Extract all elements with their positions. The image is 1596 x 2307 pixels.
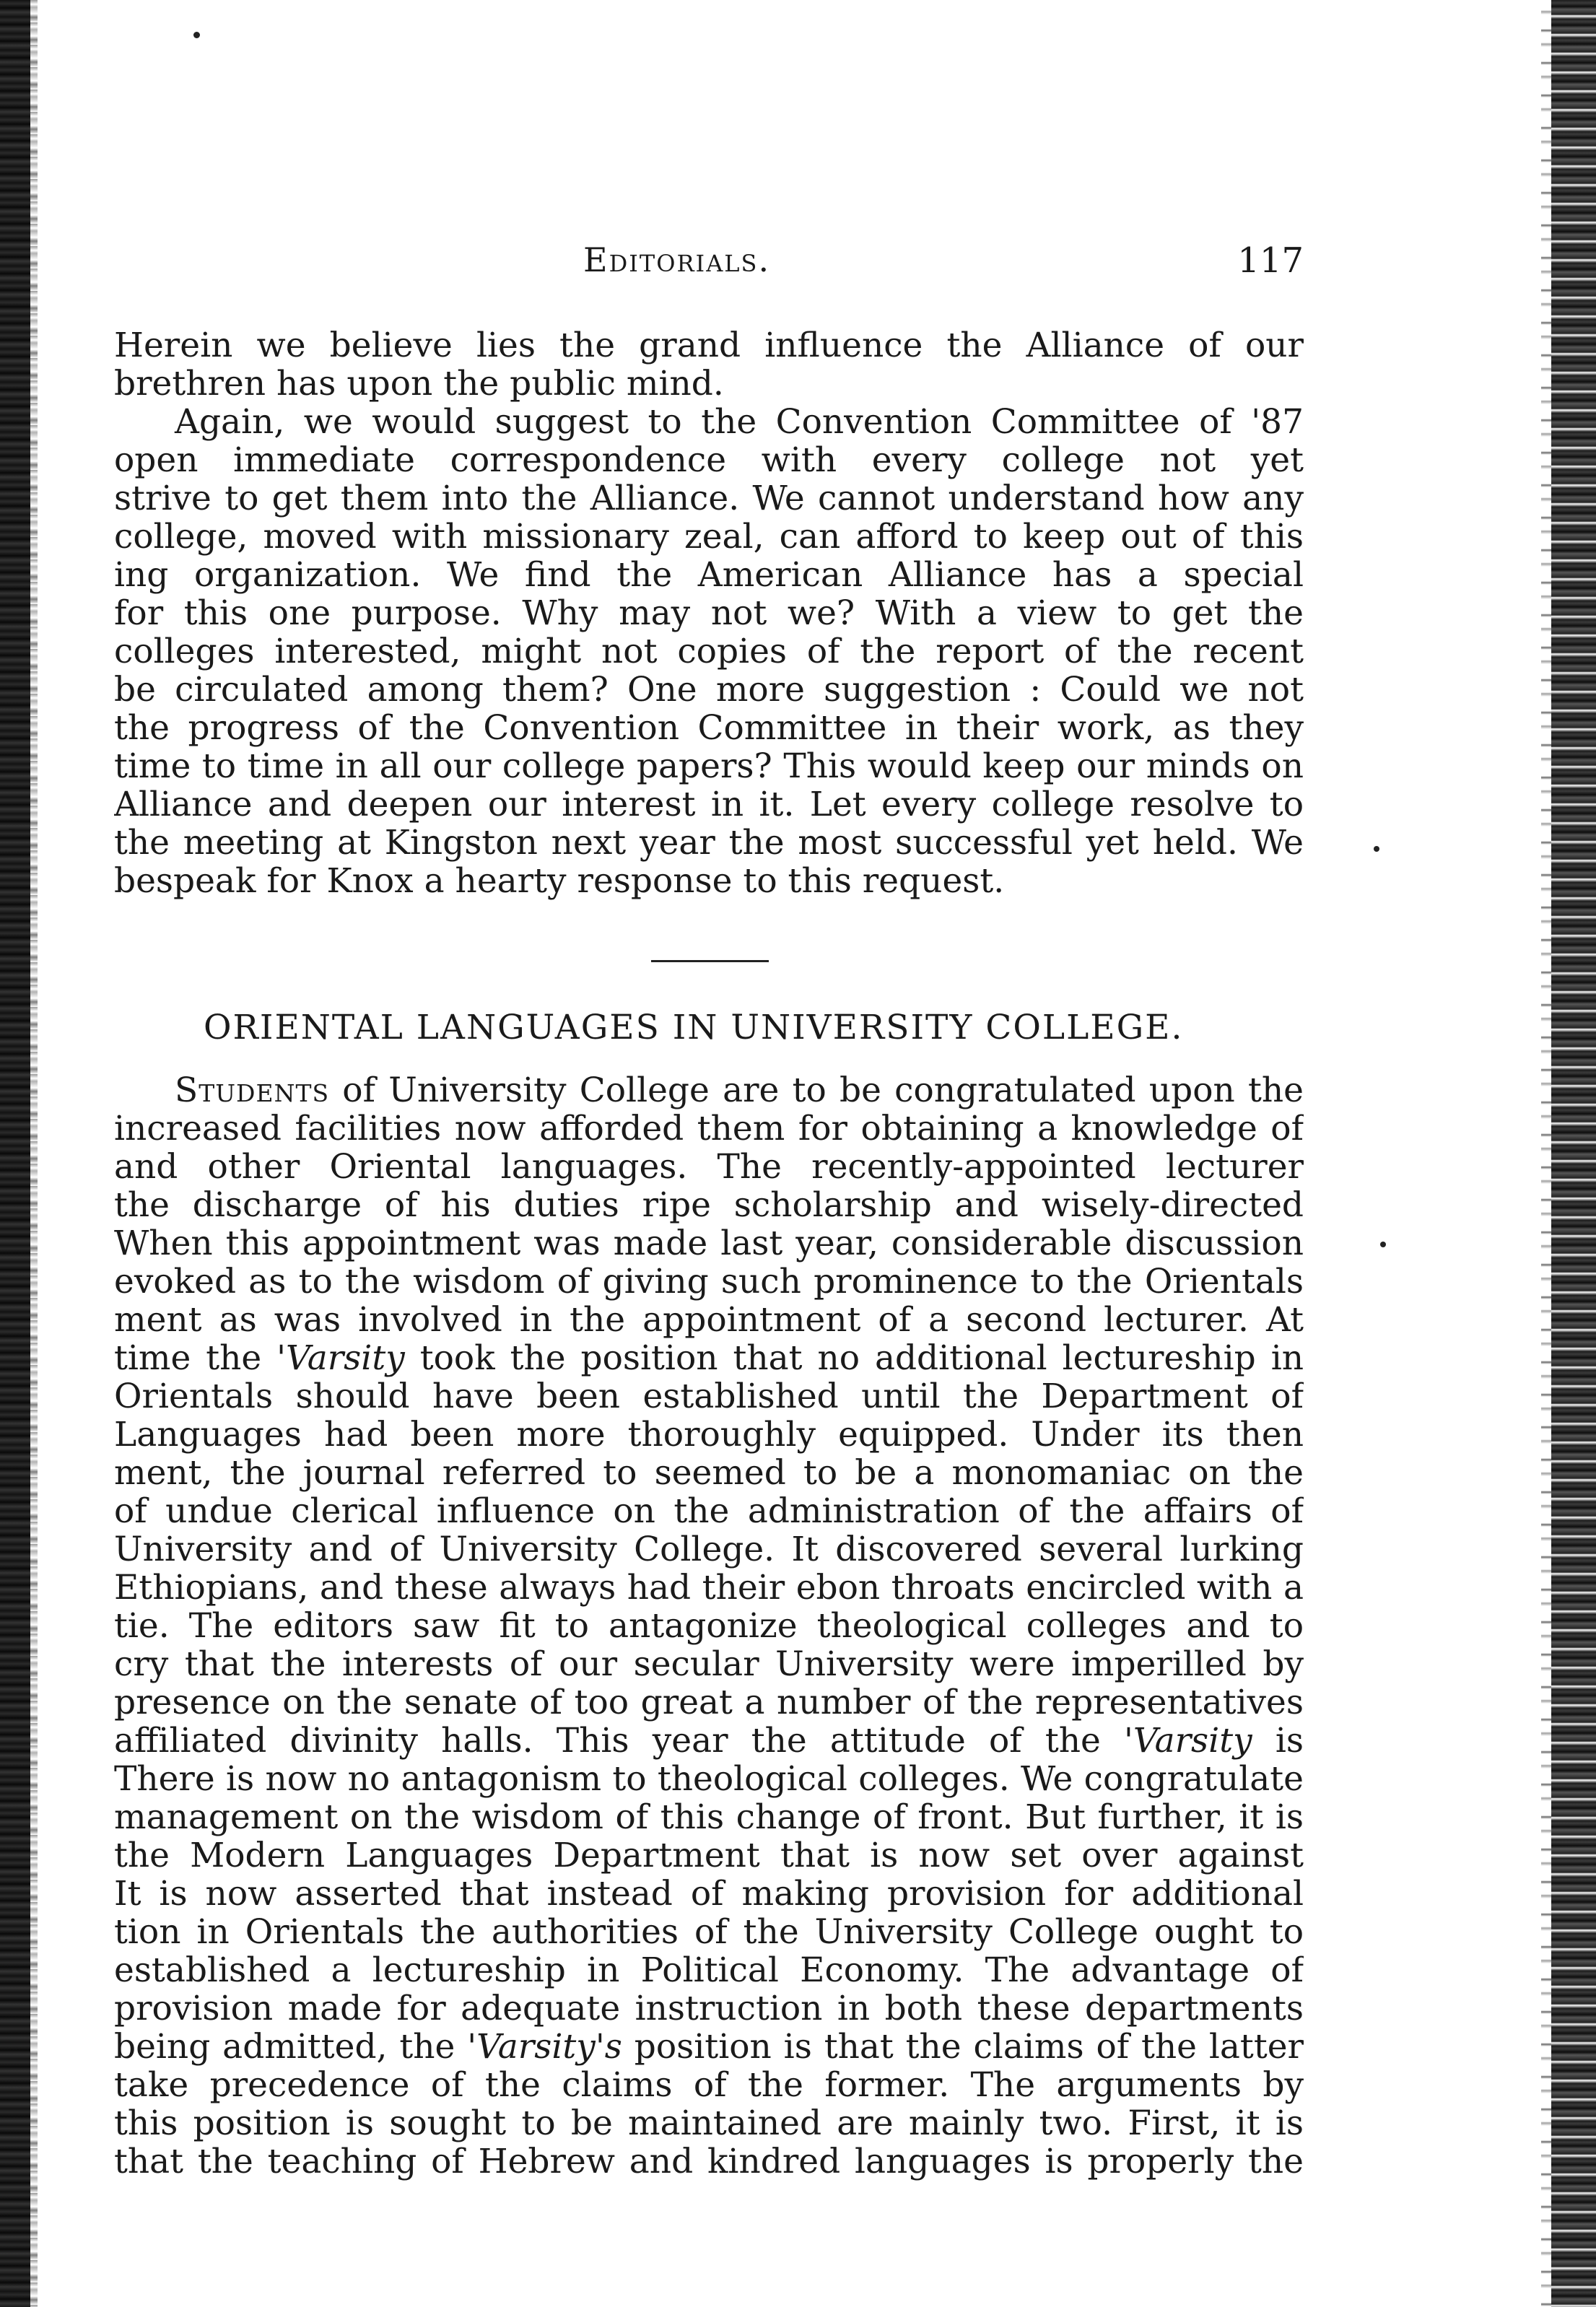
text-line-content: of University College are to be congratulated upon the [329, 1071, 1304, 1109]
text-line: for this one purpose. Why may not we? With a view to get the [114, 594, 1304, 632]
text-line [114, 1071, 1304, 1109]
text-line [114, 403, 1304, 441]
text-line: Alliance and deepen our interest in it. Let every college resolve to [114, 785, 1304, 824]
text-line: be circulated among them? One more suggestion : Could we not [114, 671, 1304, 709]
text-line: ment, the journal referred to seemed to be a monomaniac on the [114, 1454, 1304, 1492]
text-line: affiliated divinity halls. This year the attitude of the 'Varsity is [114, 1722, 1304, 1760]
text-line: University and of University College. It discovered several lurking [114, 1530, 1304, 1569]
text-line: that the teaching of Hebrew and kindred languages is properly the [114, 2142, 1304, 2181]
section-divider [651, 960, 769, 962]
right-binding-shadow [1541, 0, 1551, 2307]
text-line: the Modern Languages Department that is now set over against [114, 1836, 1304, 1875]
text-line: of undue clerical influence on the administration of the affairs of [114, 1492, 1304, 1530]
text-line: college, moved with missionary zeal, can afford to keep out of this [114, 518, 1304, 556]
text-line: increased facilities now afforded them for obtaining a knowledge of [114, 1109, 1304, 1148]
journal-name: 'Varsity [1124, 1722, 1252, 1760]
running-head: Editorials. [583, 240, 771, 279]
text-line: the meeting at Kingston next year the most successful yet held. We [114, 824, 1304, 862]
text-line: There is now no antagonism to theological colleges. We congratulate [114, 1760, 1304, 1798]
text-line: established a lectureship in Political Economy. The advantage of [114, 1951, 1304, 1989]
print-speck [1374, 846, 1379, 852]
drop-word: Students [175, 1071, 330, 1109]
text-line: time to time in all our college papers? This would keep our minds on [114, 747, 1304, 785]
page-header [114, 240, 1304, 284]
journal-name: 'Varsity [276, 1339, 405, 1377]
text-line: evoked as to the wisdom of giving such prominence to the Orientals [114, 1262, 1304, 1301]
text-line: take precedence of the claims of the former. The arguments by [114, 2066, 1304, 2104]
text-line: management on the wisdom of this change of front. But further, it is [114, 1798, 1304, 1836]
text-line: strive to get them into the Alliance. We cannot understand how any [114, 479, 1304, 518]
paragraph-continuation [114, 326, 1304, 403]
text-line: Languages had been more thoroughly equipped. Under its then [114, 1416, 1304, 1454]
text-line: It is now asserted that instead of making provision for additional [114, 1875, 1304, 1913]
text-line: presence on the senate of too great a number of the representatives [114, 1683, 1304, 1722]
journal-name: 'Varsity's [467, 2028, 622, 2066]
text-line: the progress of the Convention Committee in their work, as they [114, 709, 1304, 747]
text-line: colleges interested, might not copies of the report of the recent [114, 632, 1304, 671]
text-line: tion in Orientals the authorities of the University College ought to [114, 1913, 1304, 1951]
text-line: the discharge of his duties ripe scholarship and wisely-directed [114, 1186, 1304, 1224]
text-line: time the 'Varsity took the position that no additional lectureship in [114, 1339, 1304, 1377]
paragraph-convention [114, 403, 1304, 900]
text-line: Orientals should have been established until the Department of [114, 1377, 1304, 1416]
text-line: open immediate correspondence with every college not yet [114, 441, 1304, 479]
section-body [114, 1071, 1304, 2181]
left-binding-shadow [30, 0, 38, 2307]
text-line: being admitted, the 'Varsity's position is that the claims of the latter [114, 2028, 1304, 2066]
text-line: ment as was involved in the appointment of a second lecturer. At [114, 1301, 1304, 1339]
left-binding-edge [0, 0, 30, 2307]
text-line-content: Again, we would suggest to the Convention Committee of '87 [175, 403, 1304, 441]
page-number: 117 [1237, 240, 1304, 281]
text-line: ing organization. We find the American Alliance has a special [114, 556, 1304, 594]
text-line: this position is sought to be maintained are mainly two. First, it is [114, 2104, 1304, 2142]
section-heading: ORIENTAL LANGUAGES IN UNIVERSITY COLLEGE. [204, 1008, 1184, 1047]
print-speck [193, 32, 200, 38]
right-binding-edge [1551, 0, 1596, 2307]
text-line: provision made for adequate instruction in both these departments [114, 1989, 1304, 2028]
text-line: When this appointment was made last year, considerable discussion [114, 1224, 1304, 1262]
text-line: bespeak for Knox a hearty response to this request. [114, 862, 1005, 900]
text-line: Ethiopians, and these always had their ebon throats encircled with a [114, 1569, 1304, 1607]
text-line: Herein we believe lies the grand influence the Alliance of our [114, 326, 1304, 365]
text-line: tie. The editors saw fit to antagonize theological colleges and to [114, 1607, 1304, 1645]
text-line: cry that the interests of our secular University were imperilled by [114, 1645, 1304, 1683]
print-speck [1380, 1242, 1386, 1247]
text-line: brethren has upon the public mind. [114, 365, 724, 403]
text-line: and other Oriental languages. The recently-appointed lecturer [114, 1148, 1304, 1186]
